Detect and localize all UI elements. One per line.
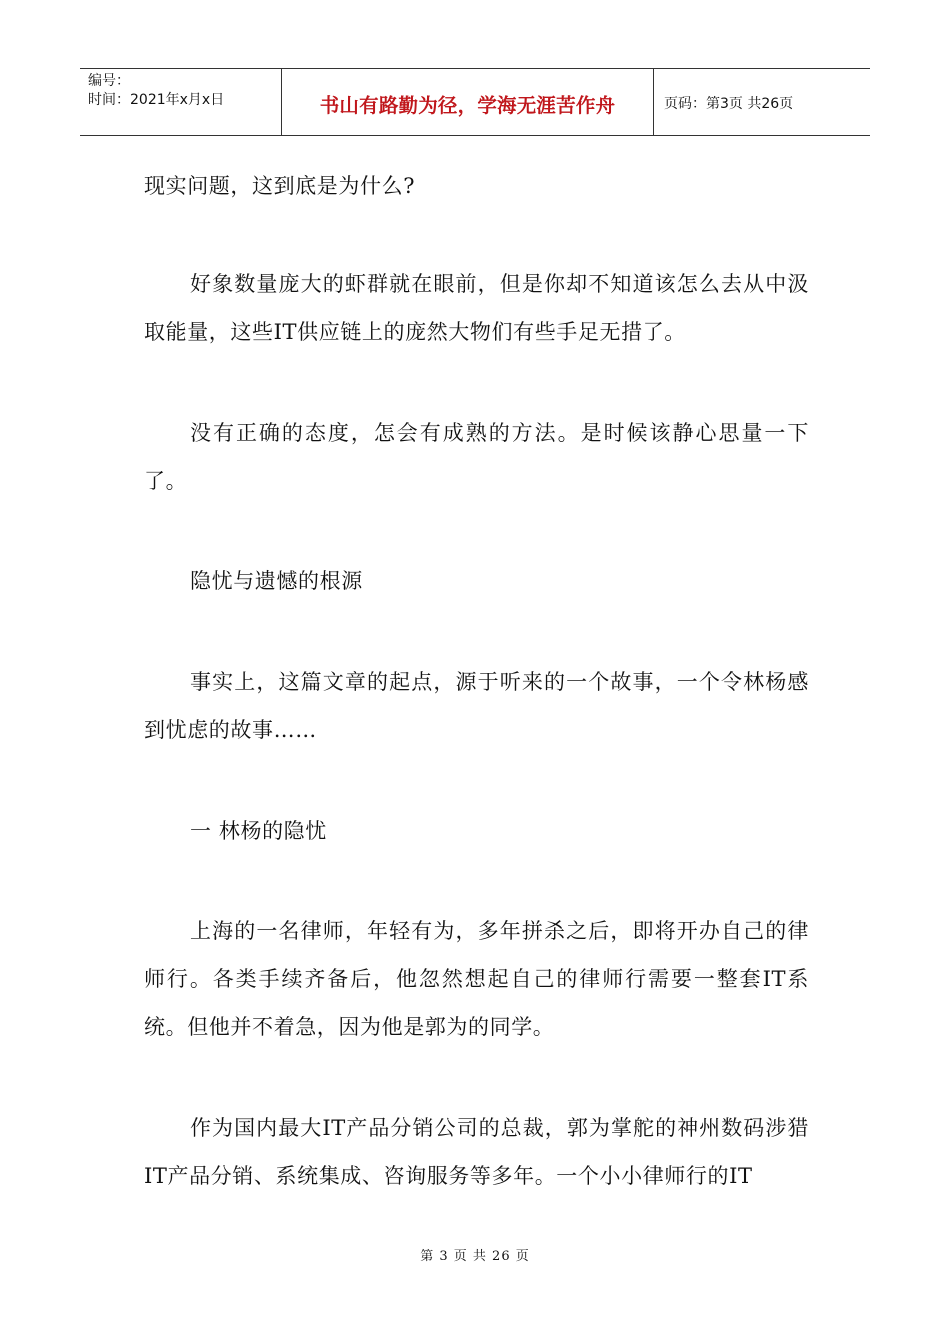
paragraph-3: 没有正确的态度，怎会有成熟的方法。是时候该静心思量一下了。 [144, 421, 809, 493]
header-motto-cell [282, 69, 654, 135]
header-page-info-cell [654, 69, 870, 135]
time-label: 时间：2021年x月x日 [88, 92, 225, 108]
header-page-info: 页码：第3页 共26页 [664, 96, 794, 112]
paragraph-1: 现实问题，这到底是为什么? [144, 174, 416, 198]
section-heading-root-cause: 隐忧与遗憾的根源 [190, 569, 363, 593]
page-footer: 第 3 页 共 26 页 [420, 1249, 530, 1264]
page-header [80, 68, 870, 136]
paragraph-5: 事实上，这篇文章的起点，源于听来的一个故事，一个令林杨感到忧虑的故事…… [144, 670, 809, 742]
paragraph-2: 好象数量庞大的虾群就在眼前，但是你却不知道该怎么去从中汲取能量，这些IT供应链上的庞然大物们有些手足无措了。 [144, 272, 809, 344]
paragraph-8: 作为国内最大IT产品分销公司的总裁，郭为掌舵的神州数码涉猎IT产品分销、系统集成、咨询服务等多年。一个小小律师行的IT [144, 1116, 809, 1188]
serial-label: 编号： [88, 73, 130, 89]
header-motto: 书山有路勤为径，学海无涯苦作舟 [319, 94, 616, 117]
header-meta [80, 69, 282, 135]
section-heading-linyang: 一 林杨的隐忧 [190, 819, 327, 843]
paragraph-7: 上海的一名律师，年轻有为，多年拼杀之后，即将开办自己的律师行。各类手续齐备后，他忽然想起自己的律师行需要一整套IT系统。但他并不着急，因为他是郭为的同学。 [144, 919, 809, 1039]
